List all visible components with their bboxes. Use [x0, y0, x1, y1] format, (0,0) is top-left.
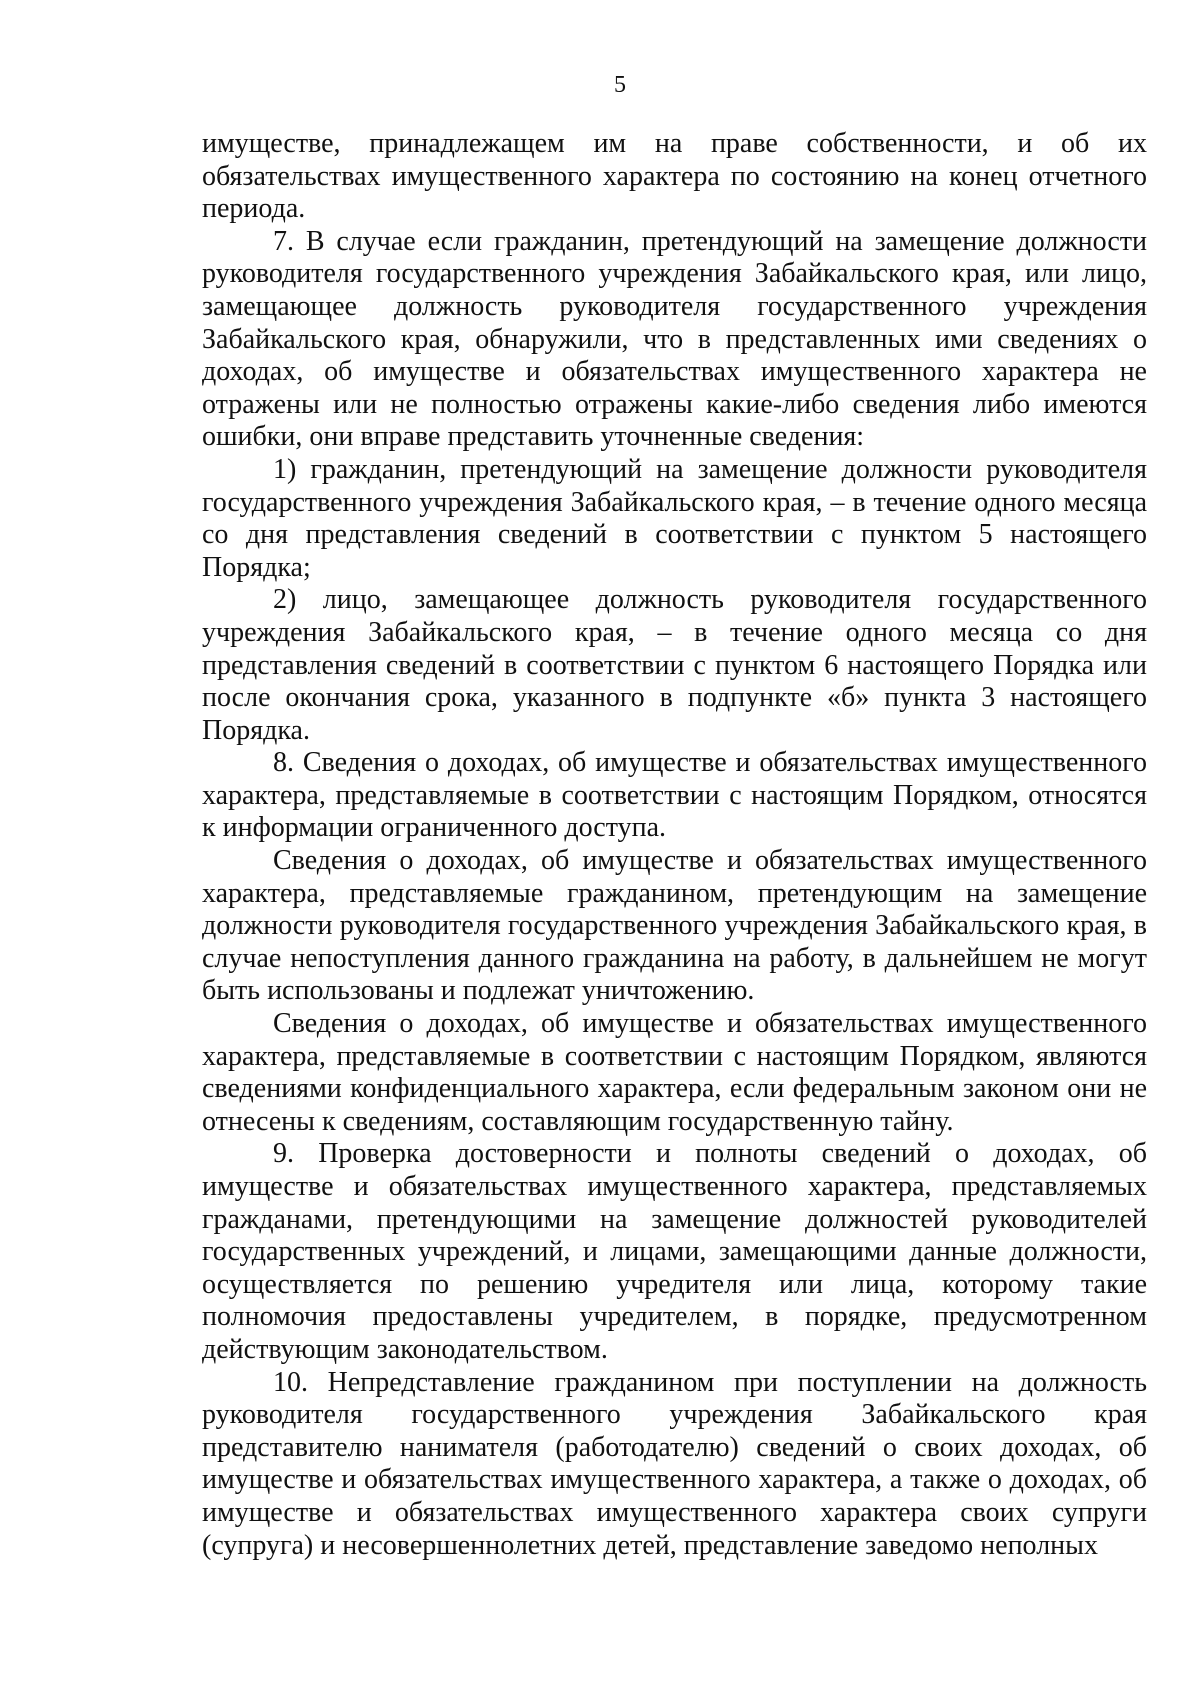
document-body — [202, 128, 1147, 1562]
paragraph-continuation: имуществе, принадлежащем им на праве собственности, и об их обязательствах имущественного характера по состоянию на конец отчетного периода. — [202, 128, 1147, 225]
paragraph-subitem-2: 2) лицо, замещающее должность руководителя государственного учреждения Забайкальского края, – в течение одного месяца со дня представления сведений в соответствии с пунктом 6 настоящего Порядка или после окончания срока, указанного в подпункте «б» пункта 3 настоящего Порядка. — [202, 584, 1147, 746]
paragraph-item-10: 10. Непредставление гражданином при поступлении на должность руководителя государственного учреждения Забайкальского края представителю нанимателя (работодателю) сведений о своих доходах, об имуществе и обязательствах имущественного характера, а также о доходах, об имуществе и обязательствах имущественного характера своих супруги (супруга) и несовершеннолетних детей, представление заведомо неполных — [202, 1366, 1147, 1561]
paragraph-subitem-1: 1) гражданин, претендующий на замещение должности руководителя государственного учреждения Забайкальского края, – в течение одного месяца со дня представления сведений в соответствии с пунктом 5 настоящего Порядка; — [202, 453, 1147, 583]
paragraph-item-8: 8. Сведения о доходах, об имуществе и обязательствах имущественного характера, представляемые в соответствии с настоящим Порядком, относятся к информации ограниченного доступа. — [202, 747, 1147, 844]
paragraph-item-8-continued-2: Сведения о доходах, об имуществе и обязательствах имущественного характера, представляемые в соответствии с настоящим Порядком, являются сведениями конфиденциального характера, если федеральным законом они не отнесены к сведениям, составляющим государственную тайну. — [202, 1008, 1147, 1137]
paragraph-item-7: 7. В случае если гражданин, претендующий на замещение должности руководителя государственного учреждения Забайкальского края, или лицо, замещающее должность руководителя государственного учреждения Забайкальского края, обнаружили, что в представленных ими сведениях о доходах, об имуществе и обязательствах имущественного характера не отражены или не полностью отражены какие-либо сведения либо имеются ошибки, они вправе представить уточненные сведения: — [202, 225, 1147, 453]
paragraph-item-8-continued-1: Сведения о доходах, об имуществе и обязательствах имущественного характера, представляемые гражданином, претендующим на замещение должности руководителя государственного учреждения Забайкальского края, в случае непоступления данного гражданина на работу, в дальнейшем не могут быть использованы и подлежат уничтожению. — [202, 845, 1147, 1007]
paragraph-item-9: 9. Проверка достоверности и полноты сведений о доходах, об имуществе и обязательствах имущественного характера, представляемых гражданами, претендующими на замещение должностей руководителей государственных учреждений, и лицами, замещающими данные должности, осуществляется по решению учредителя или лица, которому такие полномочия предоставлены учредителем, в порядке, предусмотренном действующим законодательством. — [202, 1138, 1147, 1365]
page-number: 5 — [614, 72, 626, 98]
